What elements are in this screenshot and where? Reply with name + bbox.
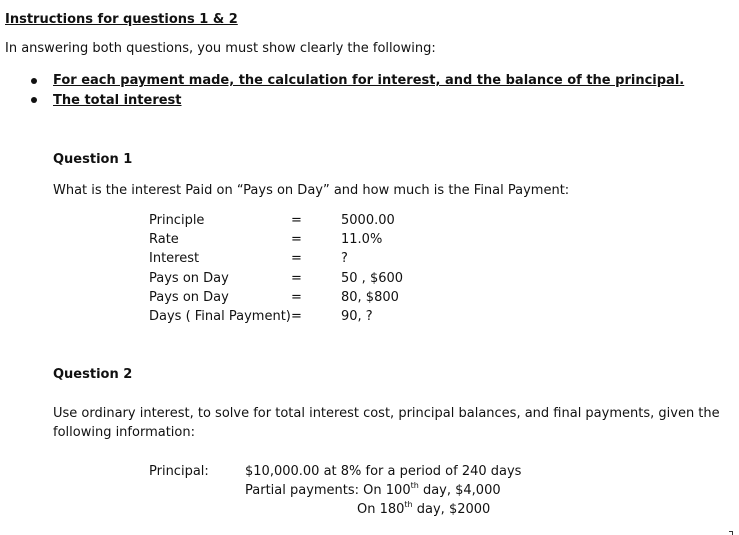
q1-value-pays-on-day: 50 , $600 xyxy=(341,271,404,286)
question1-prompt: What is the interest Paid on “Pays on Day” and how much is the Final Payment: xyxy=(53,183,570,198)
q1-label-pays-on-day: Pays on Day xyxy=(149,290,229,305)
q2-principal-value: $10,000.00 at 8% for a period of 240 days xyxy=(245,464,522,479)
q1-label-pays-on-day: Pays on Day xyxy=(149,271,229,286)
q1-equals: = xyxy=(291,271,302,286)
q2-second-sup: th xyxy=(404,499,413,509)
q1-value-principle: 5000.00 xyxy=(341,213,395,228)
bullet-dot xyxy=(31,78,37,84)
q2-partial-sup: th xyxy=(410,480,419,490)
question2-heading: Question 2 xyxy=(53,367,133,382)
q2-partial-payments xyxy=(245,480,501,499)
q1-label-interest: Interest xyxy=(149,251,200,266)
bullet-item-calculation: For each payment made, the calculation for interest, and the balance of the principal. xyxy=(53,73,685,88)
q1-value-final-payment: 90, ? xyxy=(341,309,373,324)
q2-partial-amount: day, $4,000 xyxy=(418,483,501,498)
question2-prompt-line2: following information: xyxy=(53,425,195,440)
corner-mark xyxy=(729,531,733,535)
q1-label-rate: Rate xyxy=(149,232,179,247)
q1-value-interest: ? xyxy=(341,251,348,266)
bullet-dot xyxy=(31,97,37,103)
q1-equals: = xyxy=(291,290,302,305)
question2-prompt-line1: Use ordinary interest, to solve for total interest cost, principal balances, and final payments, given the xyxy=(53,406,720,421)
q2-principal-label: Principal: xyxy=(149,464,209,479)
q2-second-payment-text: On 180 xyxy=(357,502,405,517)
instructions-intro: In answering both questions, you must show clearly the following: xyxy=(5,41,436,56)
q1-label-principle: Principle xyxy=(149,213,205,228)
q1-equals: = xyxy=(291,232,302,247)
q1-equals: = xyxy=(291,309,302,324)
q2-partial-payments-text: Partial payments: On 100 xyxy=(245,483,411,498)
q1-value-rate: 11.0% xyxy=(341,232,383,247)
q1-label-final-payment: Days ( Final Payment) xyxy=(149,309,291,324)
q2-second-amount: day, $2000 xyxy=(412,502,491,517)
bullet-item-total-interest: The total interest xyxy=(53,93,182,108)
q1-equals: = xyxy=(291,251,302,266)
q2-second-payment xyxy=(357,499,491,518)
question1-heading: Question 1 xyxy=(53,152,133,167)
q1-equals: = xyxy=(291,213,302,228)
q1-value-pays-on-day: 80, $800 xyxy=(341,290,399,305)
instructions-heading: Instructions for questions 1 & 2 xyxy=(5,12,238,27)
